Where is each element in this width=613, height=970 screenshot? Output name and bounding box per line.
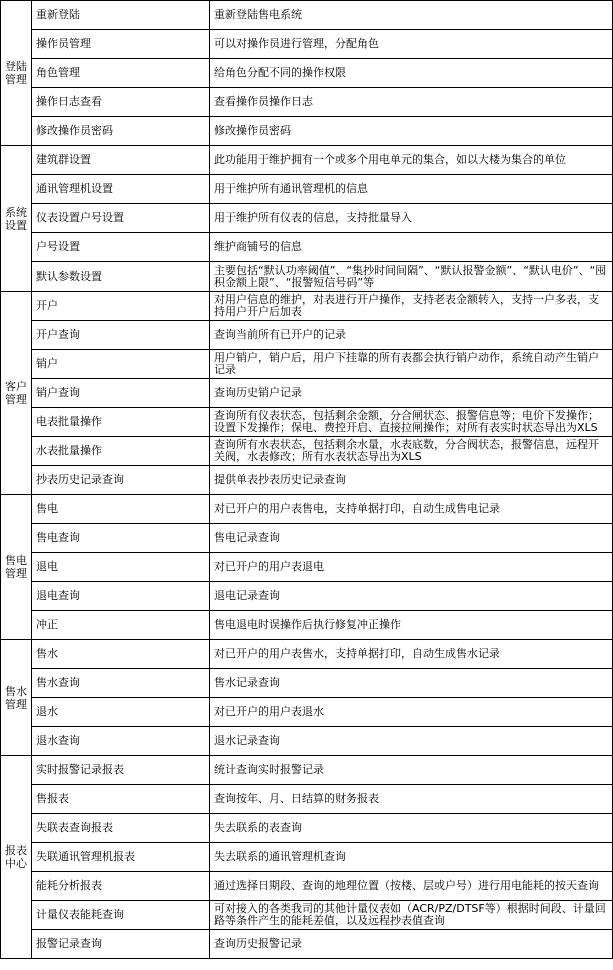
feature-name-cell: 修改操作员密码 [32, 117, 210, 146]
table-row [1, 59, 613, 88]
table-row [1, 437, 613, 466]
group-name-cell: 登陆管理 [1, 1, 32, 146]
feature-description-cell: 对已开户的用户表退电 [210, 553, 613, 582]
feature-description-cell: 售电退电时误操作后执行修复冲正操作 [210, 611, 613, 640]
table-row [1, 88, 613, 117]
table-row [1, 611, 613, 640]
feature-description-cell: 查询历史报警记录 [210, 930, 613, 959]
feature-description-cell: 此功能用于维护拥有一个或多个用电单元的集合，如以大楼为集合的单位 [210, 146, 613, 175]
feature-name-cell: 失联通讯管理机报表 [32, 843, 210, 872]
feature-name-cell: 重新登陆 [32, 1, 210, 30]
table-row [1, 408, 613, 437]
group-name-cell: 系统设置 [1, 146, 32, 292]
feature-name-cell: 售报表 [32, 785, 210, 814]
feature-description-cell: 查询历史销户记录 [210, 379, 613, 408]
table-row [1, 698, 613, 727]
feature-name-cell: 电表批量操作 [32, 408, 210, 437]
feature-description-cell: 通过选择日期段、查询的地理位置（按楼、层或户号）进行用电能耗的按天查询 [210, 872, 613, 901]
feature-description-cell: 查询按年、月、日结算的财务报表 [210, 785, 613, 814]
table-row [1, 350, 613, 379]
feature-description-cell: 退电记录查询 [210, 582, 613, 611]
feature-name-cell: 退水 [32, 698, 210, 727]
feature-description-cell: 对已开户的用户表退水 [210, 698, 613, 727]
table-row [1, 901, 613, 930]
table-row [1, 756, 613, 785]
feature-description-cell: 查询当前所有已开户的记录 [210, 321, 613, 350]
feature-name-cell: 户号设置 [32, 233, 210, 262]
table-row [1, 262, 613, 292]
table-row [1, 466, 613, 495]
feature-name-cell: 退电 [32, 553, 210, 582]
feature-name-cell: 失联表查询报表 [32, 814, 210, 843]
feature-name-cell: 能耗分析报表 [32, 872, 210, 901]
group-name-cell: 售电管理 [1, 495, 32, 640]
feature-name-cell: 退水查询 [32, 727, 210, 756]
table-row [1, 30, 613, 59]
table-row [1, 669, 613, 698]
feature-description-cell: 提供单表抄表历史记录查询 [210, 466, 613, 495]
feature-description-cell: 售电记录查询 [210, 524, 613, 553]
feature-description-cell: 给角色分配不同的操作权限 [210, 59, 613, 88]
feature-description-cell: 维护商铺号的信息 [210, 233, 613, 262]
feature-description-cell: 对已开户的用户表售水，支持单据打印，自动生成售水记录 [210, 640, 613, 669]
table-row [1, 553, 613, 582]
feature-description-cell: 统计查询实时报警记录 [210, 756, 613, 785]
feature-description-cell: 对用户信息的维护，对表进行开户操作，支持老表金额转入，支持一户多表，支持用户开户后加表 [210, 292, 613, 321]
table-row [1, 582, 613, 611]
feature-name-cell: 计量仪表能耗查询 [32, 901, 210, 930]
feature-name-cell: 开户查询 [32, 321, 210, 350]
feature-name-cell: 实时报警记录报表 [32, 756, 210, 785]
feature-description-cell: 查看操作员操作日志 [210, 88, 613, 117]
table-row [1, 1, 613, 30]
feature-description-cell: 可以对操作员进行管理，分配角色 [210, 30, 613, 59]
feature-name-cell: 开户 [32, 292, 210, 321]
group-name-cell: 客户管理 [1, 292, 32, 495]
feature-name-cell: 退电查询 [32, 582, 210, 611]
feature-name-cell: 报警记录查询 [32, 930, 210, 959]
table-row [1, 175, 613, 204]
feature-name-cell: 默认参数设置 [32, 262, 210, 292]
feature-description-cell: 可对接入的各类我司的其他计量仪表如（ACR/PZ/DTSF等）根据时间段、计量回路等条件产生的能耗差值，以及远程抄表值查询 [210, 901, 613, 930]
feature-name-cell: 仪表设置户号设置 [32, 204, 210, 233]
group-name-cell: 售水管理 [1, 640, 32, 756]
feature-description-cell: 退水记录查询 [210, 727, 613, 756]
table-row [1, 930, 613, 959]
feature-description-cell: 失去联系的通讯管理机查询 [210, 843, 613, 872]
feature-description-cell: 用于维护所有通讯管理机的信息 [210, 175, 613, 204]
table-row [1, 233, 613, 262]
table-row [1, 292, 613, 321]
feature-description-cell: 查询所有仪表状态，包括剩余金额，分合闸状态、报警信息等；电价下发操作；设置下发操作；保电、费控开启、直接拉闸操作；对所有表实时状态导出为XLS [210, 408, 613, 437]
feature-description-cell: 对已开户的用户表售电，支持单据打印，自动生成售电记录 [210, 495, 613, 524]
feature-name-cell: 通讯管理机设置 [32, 175, 210, 204]
table-row [1, 495, 613, 524]
table-row [1, 727, 613, 756]
feature-table-body [1, 1, 613, 959]
feature-name-cell: 售电 [32, 495, 210, 524]
feature-description-cell: 主要包括“默认功率阈值”、“集抄时间间隔”、“默认报警金额”、“默认电价”、“囤积金额上限”、“报警短信号码”等 [210, 262, 613, 292]
feature-name-cell: 水表批量操作 [32, 437, 210, 466]
feature-name-cell: 操作员管理 [32, 30, 210, 59]
feature-description-cell: 失去联系的表查询 [210, 814, 613, 843]
feature-name-cell: 售电查询 [32, 524, 210, 553]
feature-description-cell: 修改操作员密码 [210, 117, 613, 146]
group-name-cell: 报表中心 [1, 756, 32, 959]
feature-name-cell: 售水 [32, 640, 210, 669]
feature-name-cell: 销户查询 [32, 379, 210, 408]
feature-name-cell: 抄表历史记录查询 [32, 466, 210, 495]
table-row [1, 204, 613, 233]
feature-description-cell: 用于维护所有仪表的信息，支持批量导入 [210, 204, 613, 233]
feature-name-cell: 冲正 [32, 611, 210, 640]
feature-description-cell: 查询所有水表状态，包括剩余水量，水表底数，分合阀状态，报警信息，远程开关阀，水表修改；所有水表状态导出为XLS [210, 437, 613, 466]
table-row [1, 146, 613, 175]
feature-description-cell: 售水记录查询 [210, 669, 613, 698]
table-row [1, 379, 613, 408]
feature-name-cell: 销户 [32, 350, 210, 379]
table-row [1, 814, 613, 843]
feature-description-cell: 用户销户，销户后，用户下挂靠的所有表都会执行销户动作，系统自动产生销户记录 [210, 350, 613, 379]
feature-name-cell: 建筑群设置 [32, 146, 210, 175]
table-row [1, 640, 613, 669]
feature-name-cell: 操作日志查看 [32, 88, 210, 117]
feature-description-cell: 重新登陆售电系统 [210, 1, 613, 30]
feature-name-cell: 售水查询 [32, 669, 210, 698]
table-row [1, 321, 613, 350]
table-row [1, 117, 613, 146]
table-row [1, 785, 613, 814]
table-row [1, 872, 613, 901]
table-row [1, 843, 613, 872]
feature-name-cell: 角色管理 [32, 59, 210, 88]
table-row [1, 524, 613, 553]
